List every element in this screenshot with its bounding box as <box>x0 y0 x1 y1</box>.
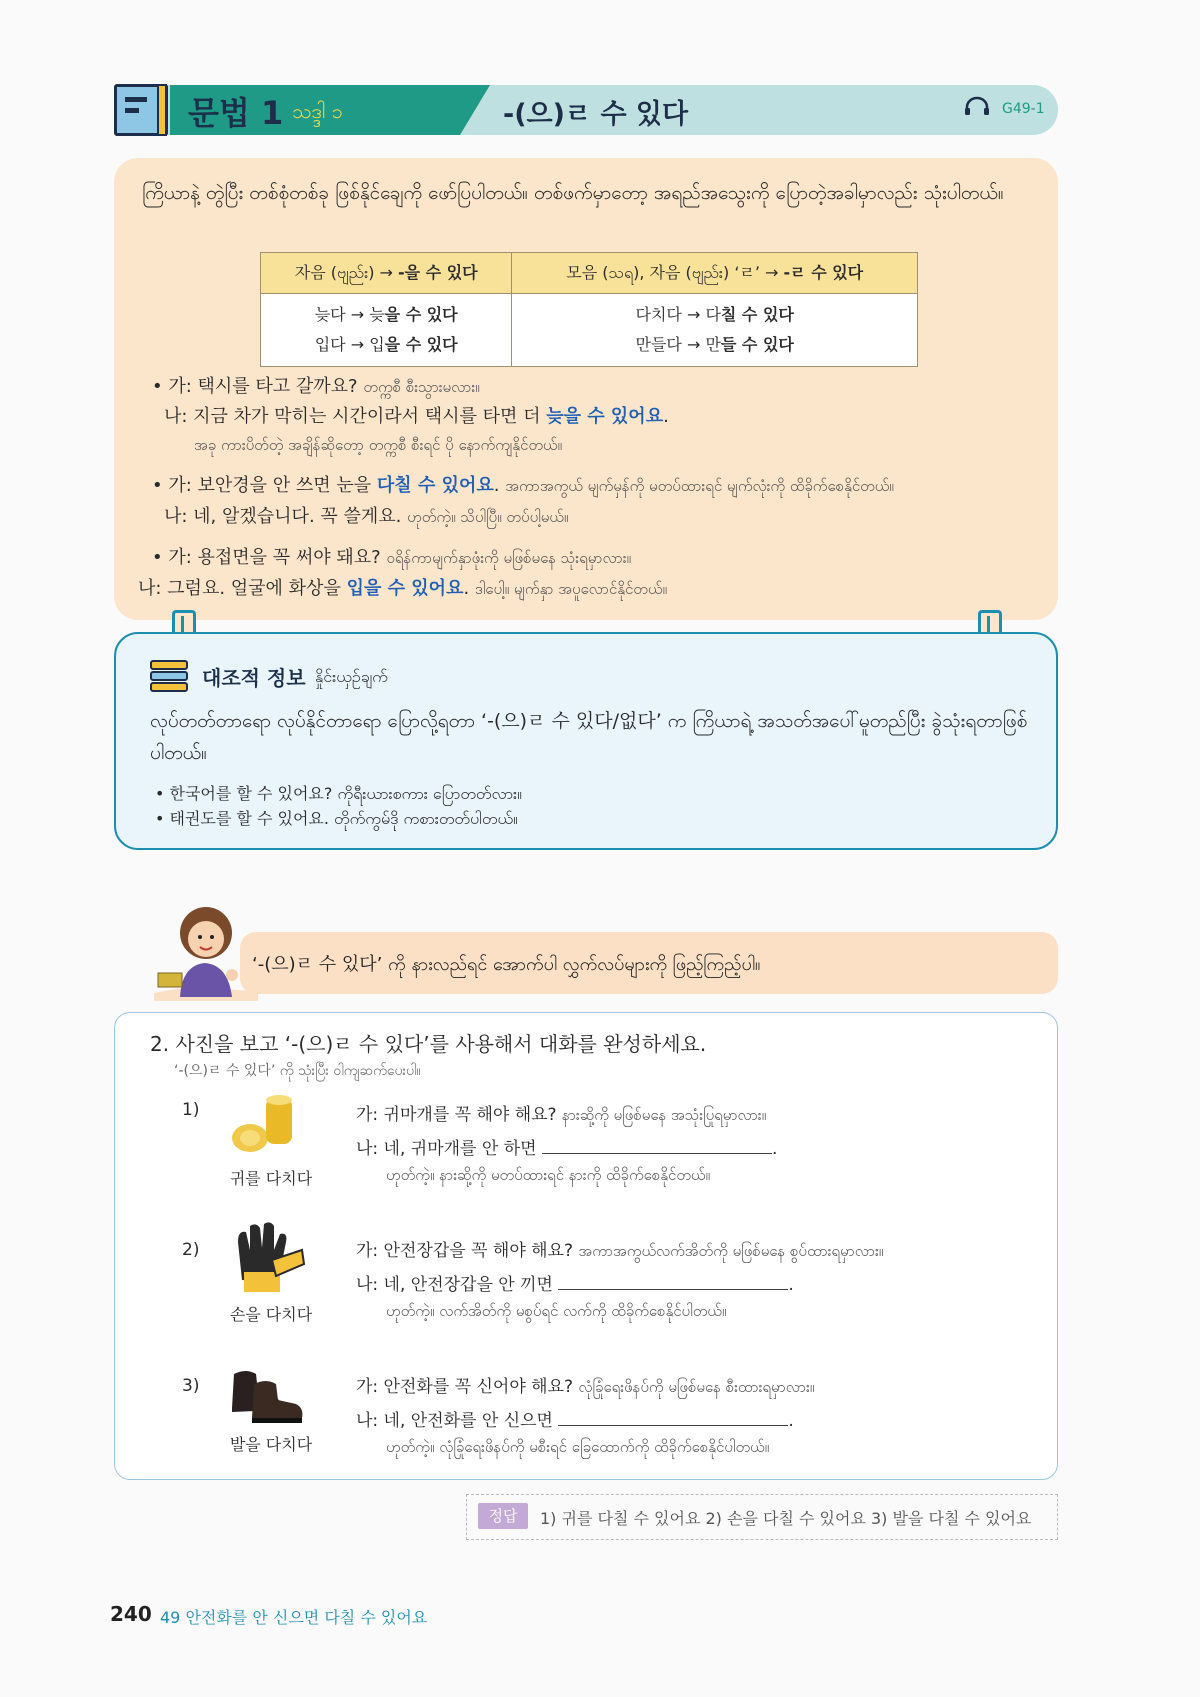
teacher-avatar <box>150 893 260 1001</box>
lesson-label: 문법 1 <box>188 94 284 132</box>
lesson-header-angle <box>460 85 490 135</box>
answer-blank[interactable] <box>558 1275 788 1290</box>
example-2-answer: 나: 네, 알겠습니다. 꼭 쓸게요. ဟုတ်ကဲ့။ သိပါပြီ။ တပ်ပါ့မယ်။ <box>164 506 569 527</box>
conjugation-table <box>260 252 918 367</box>
instruction-text: ‘-(으)ㄹ 수 있다’ ကို နားလည်ရင် အောက်ပါ လွှက်လပ်များကို ဖြည့်ကြည့်ပါ။ <box>252 954 761 975</box>
item-number: 1) <box>182 1100 200 1120</box>
item-number: 2) <box>182 1240 200 1260</box>
info-example-1: • 한국어를 할 수 있어요? ကိုရီးယားစကား ပြောတတ်လား။ <box>155 784 522 803</box>
earplugs-icon <box>228 1092 304 1156</box>
answer-key-badge: 정답 <box>478 1503 528 1529</box>
answer-blank[interactable] <box>542 1139 772 1154</box>
example-3-question: • 가: 용접면을 꼭 써야 돼요? ဝရိန်ကာမျက်နှာဖုံးကို မဖြစ်မနေ သုံးရမှာလား။ <box>152 547 632 568</box>
example-1-question: • 가: 택시를 타고 갈까요? တက္ကစီ စီးသွားမလား။ <box>152 376 480 397</box>
stacked-books-icon <box>150 660 188 692</box>
chapter-title: 49 안전화를 안 신으면 다칠 수 있어요 <box>160 1608 428 1627</box>
safety-gloves-icon <box>232 1220 308 1294</box>
answer-key-text: 1) 귀를 다칠 수 있어요 2) 손을 다칠 수 있어요 3) 발을 다칠 수 있어요 <box>540 1509 1032 1528</box>
example-1-answer: 나: 지금 차가 막히는 시간이라서 택시를 타면 더 늦을 수 있어요. <box>164 406 669 427</box>
safety-shoes-icon <box>226 1362 306 1424</box>
exercise-subheading: ‘-(으)ㄹ 수 있다’ ကို သုံးပြီး ဝါကျဆက်ပေးပါ။ <box>174 1063 421 1079</box>
table-cell-vowel-examples: 다치다 → 다칠 수 있다 만들다 → 만들 수 있다 <box>512 294 918 367</box>
lesson-sub-label: သဒ္ဒါ ၁ <box>292 99 343 123</box>
dialogue-answer-note: ဟုတ်ကဲ့။ နားဆို့ကို မတပ်ထားရင် နားကို ထိခိုက်စေနိုင်တယ်။ <box>386 1166 711 1184</box>
table-header-consonant: 자음 (ဗျည်း) → -을 수 있다 <box>261 253 512 294</box>
table-cell-consonant-examples: 늦다 → 늦을 수 있다 입다 → 입을 수 있다 <box>261 294 512 367</box>
page-number: 240 <box>110 1602 152 1626</box>
answer-blank[interactable] <box>558 1411 788 1426</box>
dialogue-answer: 나: 네, 안전장갑을 안 끼면 . <box>356 1275 794 1295</box>
item-caption: 귀를 다치다 <box>229 1169 313 1188</box>
item-number: 3) <box>182 1376 200 1396</box>
dialogue-question: 가: 안전화를 꼭 신어야 해요? လုံခြုံရေးဖိနပ်ကို မဖြစ်မနေ စီးထားရမှာလား။ <box>356 1377 815 1397</box>
example-3-answer: 나: 그럼요. 얼굴에 화상을 입을 수 있어요. ဒါပေါ့။ မျက်နှာ အပူလောင်နိုင်တယ်။ <box>138 578 668 599</box>
dialogue-answer-note: ဟုတ်ကဲ့။ လက်အိတ်ကို မစွပ်ရင် လက်ကို ထိခိုက်စေနိုင်ပါတယ်။ <box>386 1302 727 1320</box>
item-caption: 손을 다치다 <box>229 1305 313 1324</box>
info-text: လုပ်တတ်တာရော လုပ်နိုင်တာရော ပြောလို့ရတာ ‘-(으)ㄹ 수 있다/없다’ က ကြိယာရဲ့ အသတ်အပေါ်မူတည်ပြီး ခွဲသုံးရတာဖြစ်ပါတယ်။ <box>150 710 1028 764</box>
info-title-translation: နှိုင်းယှဉ်ချက် <box>315 667 388 686</box>
exercise-heading: 2. 사진을 보고 ‘-(으)ㄹ 수 있다’를 사용해서 대화를 완성하세요. <box>150 1032 707 1056</box>
pencil-icon <box>157 84 167 136</box>
info-title: 대조적 정보 <box>202 666 306 690</box>
grammar-intro-text: ကြိယာနဲ့ တွဲပြီး တစ်စုံတစ်ခု ဖြစ်နိုင်ချေကို ဖော်ပြပါတယ်။ တစ်ဖက်မှာတော့ အရည်အသွေးကို ပြောတဲ့အခါမှာလည်း သုံးပါတယ်။ <box>142 182 1004 204</box>
audio-track-code[interactable]: G49-1 <box>1002 101 1045 117</box>
dialogue-answer: 나: 네, 안전화를 안 신으면 . <box>356 1411 794 1431</box>
example-2-question: • 가: 보안경을 안 쓰면 눈을 다칠 수 있어요. အကာအကွယ် မျက်မှန်ကို မတပ်ထားရင် မျက်လုံးကို ထိခိုက်စေနိုင်တယ်။ <box>152 475 894 496</box>
headphones-icon[interactable] <box>964 96 990 116</box>
table-header-vowel: 모음 (သရ), 자음 (ဗျည်း) ‘ㄹ’ → -ㄹ 수 있다 <box>512 253 918 294</box>
item-caption: 발을 다치다 <box>229 1435 313 1454</box>
example-1-answer-note: အခု ကားပိတ်တဲ့ အချိန်ဆိုတော့ တက္ကစီ စီးရင် ပို နောက်ကျနိုင်တယ်။ <box>194 436 563 454</box>
info-example-2: • 태권도를 할 수 있어요. တိုက်ကွမ်ဒို ကစားတတ်ပါတယ်။ <box>155 809 518 828</box>
dialogue-answer-note: ဟုတ်ကဲ့။ လုံခြုံရေးဖိနပ်ကို မစီးရင် ခြေထောက်ကို ထိခိုက်စေနိုင်ပါတယ်။ <box>386 1438 770 1456</box>
grammar-point-title: -(으)ㄹ 수 있다 <box>503 99 689 130</box>
dialogue-answer: 나: 네, 귀마개를 안 하면 . <box>356 1139 778 1159</box>
dialogue-question: 가: 안전장갑을 꼭 해야 해요? အကာအကွယ်လက်အိတ်ကို မဖြစ်မနေ စွပ်ထားရမှာလား။ <box>356 1241 884 1261</box>
dialogue-question: 가: 귀마개를 꼭 해야 해요? နားဆို့ကို မဖြစ်မနေ အသုံးပြုရမှာလား။ <box>356 1105 767 1125</box>
